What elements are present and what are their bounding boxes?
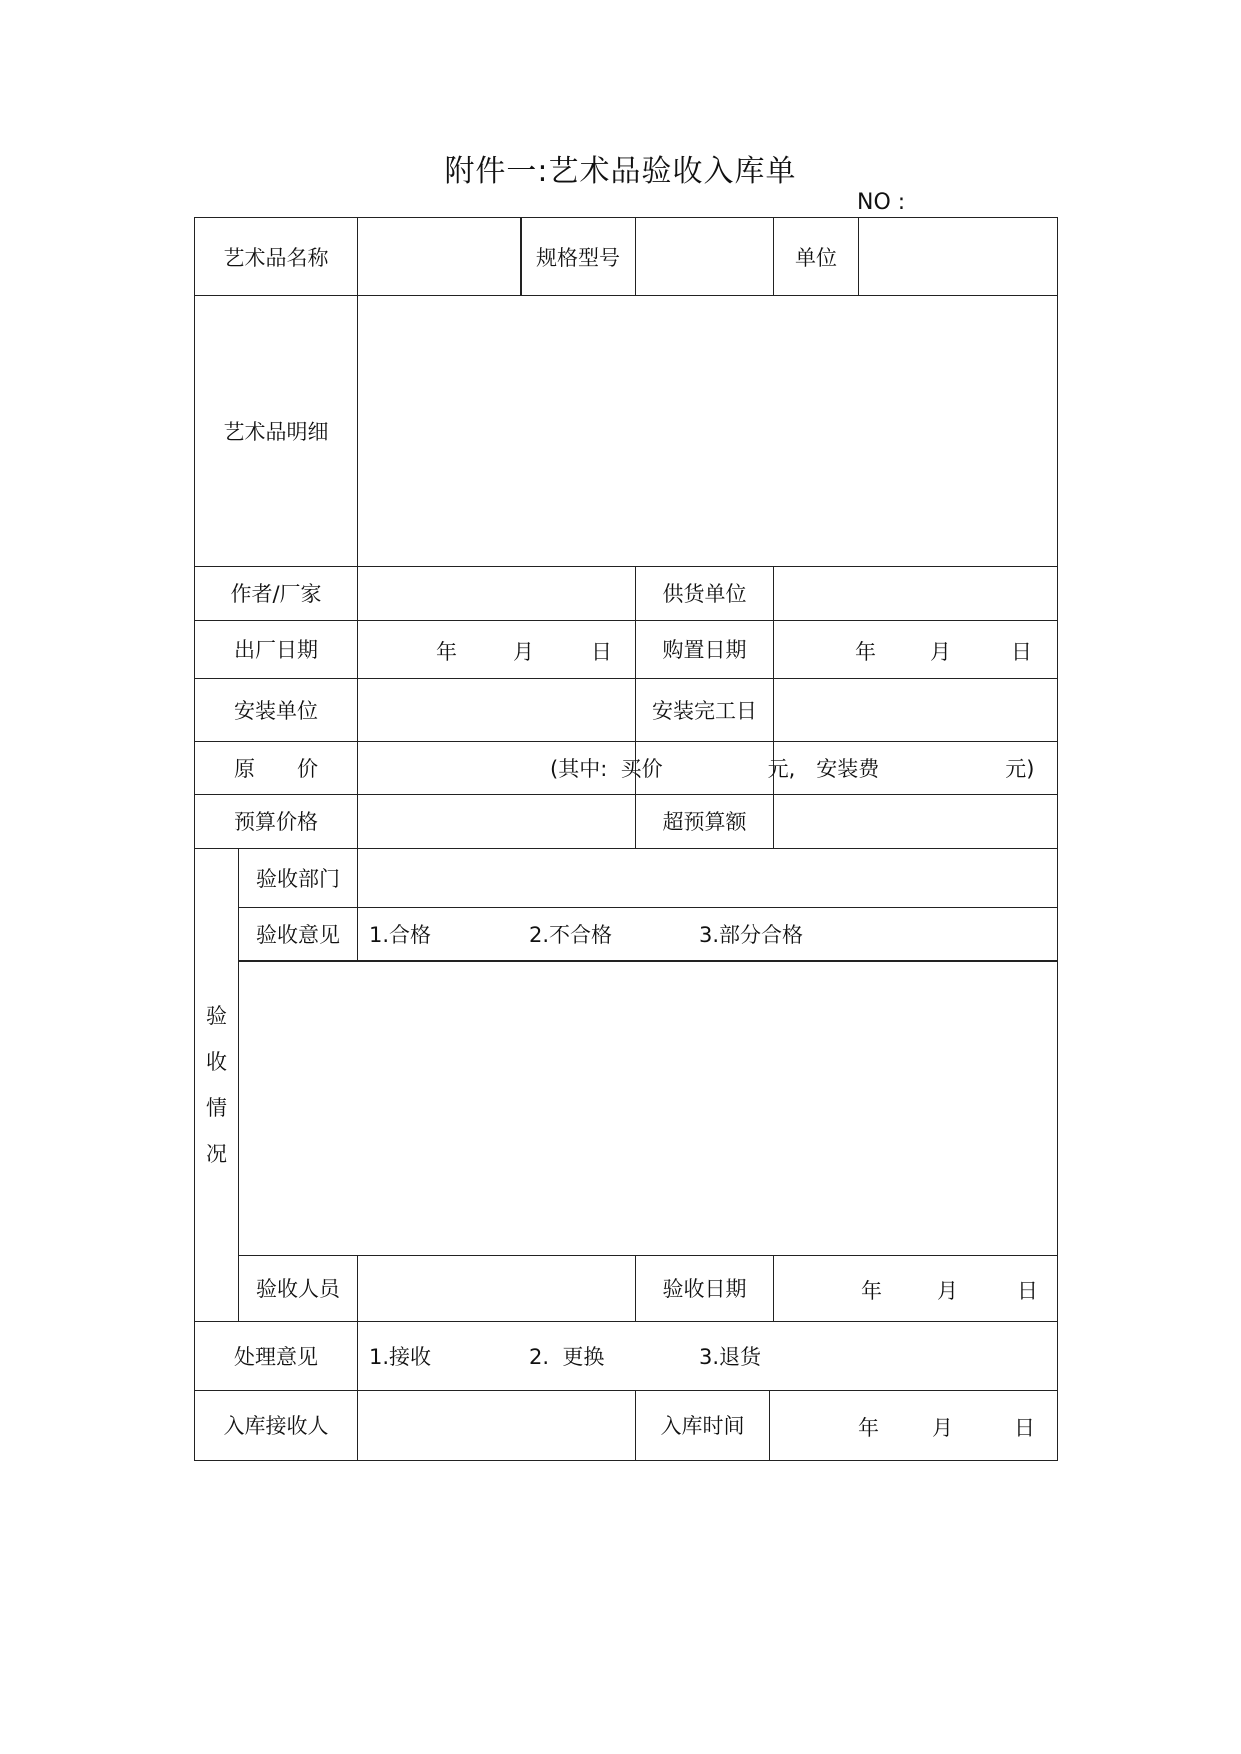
over-budget-label: 超预算额 [662, 810, 747, 834]
purchase-date-field[interactable] [774, 636, 1057, 662]
acceptance-option-partial[interactable]: 3.部分合格 [699, 922, 804, 947]
art-detail-field[interactable] [358, 295, 1057, 566]
handling-opinion-label: 处理意见 [234, 1344, 318, 1369]
unit-label: 单位 [795, 245, 837, 270]
year-label: 年 [436, 640, 457, 664]
month-label: 月 [513, 640, 534, 664]
acceptance-dept-field[interactable] [358, 848, 1057, 907]
acceptance-dept-label: 验收部门 [256, 866, 340, 891]
price-breakdown-field[interactable]: (其中: 买价 元, 安装费 元) [550, 756, 1035, 781]
art-name-label: 艺术品名称 [223, 245, 329, 270]
budget-price-label: 预算价格 [234, 810, 318, 834]
warehouse-time-field[interactable] [770, 1412, 1057, 1438]
manufacture-date-field[interactable] [358, 636, 635, 662]
acceptance-opinion-label: 验收意见 [256, 922, 340, 947]
year-label: 年 [855, 640, 876, 664]
acceptance-option-pass[interactable]: 1.合格 [369, 922, 432, 947]
day-label: 日 [1011, 640, 1032, 664]
acceptance-date-field[interactable] [774, 1275, 1057, 1301]
install-complete-label: 安装完工日 [652, 698, 757, 723]
install-complete-field[interactable] [774, 678, 1057, 741]
handling-option-accept[interactable]: 1.接收 [369, 1344, 432, 1369]
day-label: 日 [1017, 1279, 1038, 1303]
acceptance-option-fail[interactable]: 2.不合格 [529, 922, 613, 947]
warehouse-receiver-label: 入库接收人 [223, 1414, 329, 1438]
budget-price-field[interactable] [358, 794, 635, 848]
year-label: 年 [861, 1279, 882, 1303]
handling-option-return[interactable]: 3.退货 [699, 1344, 762, 1369]
acceptance-date-label: 验收日期 [662, 1277, 747, 1301]
acceptance-form-table [194, 217, 1058, 1461]
manufacture-date-label: 出厂日期 [234, 638, 318, 662]
day-label: 日 [1014, 1416, 1035, 1440]
warehouse-receiver-field[interactable] [358, 1390, 635, 1460]
month-label: 月 [937, 1279, 958, 1303]
warehouse-time-label: 入库时间 [660, 1414, 745, 1438]
acceptance-section-label: 验 收 情 况 [206, 1003, 227, 1166]
handling-option-replace[interactable]: 2. 更换 [529, 1344, 605, 1369]
over-budget-field[interactable] [774, 794, 1057, 848]
month-label: 月 [930, 640, 951, 664]
supplier-field[interactable] [774, 566, 1057, 620]
acceptance-notes-field[interactable] [239, 961, 1057, 1255]
install-unit-label: 安装单位 [234, 698, 318, 723]
original-price-label: 原 价 [234, 756, 318, 781]
acceptance-person-field[interactable] [358, 1255, 635, 1321]
spec-model-field[interactable] [636, 218, 773, 295]
day-label: 日 [591, 640, 612, 664]
install-unit-field[interactable] [358, 678, 635, 741]
year-label: 年 [858, 1416, 879, 1440]
unit-field[interactable] [859, 218, 1057, 295]
author-manufacturer-label: 作者/厂家 [230, 582, 322, 606]
acceptance-person-label: 验收人员 [256, 1277, 340, 1301]
supplier-label: 供货单位 [662, 582, 747, 606]
art-name-field[interactable] [358, 218, 520, 295]
author-manufacturer-field[interactable] [358, 566, 635, 620]
document-number-label: NO : [857, 190, 906, 215]
art-detail-label: 艺术品明细 [223, 419, 329, 444]
month-label: 月 [932, 1416, 953, 1440]
purchase-date-label: 购置日期 [662, 638, 747, 662]
spec-model-label: 规格型号 [536, 245, 620, 270]
page-title: 附件一:艺术品验收入库单 [444, 154, 797, 189]
